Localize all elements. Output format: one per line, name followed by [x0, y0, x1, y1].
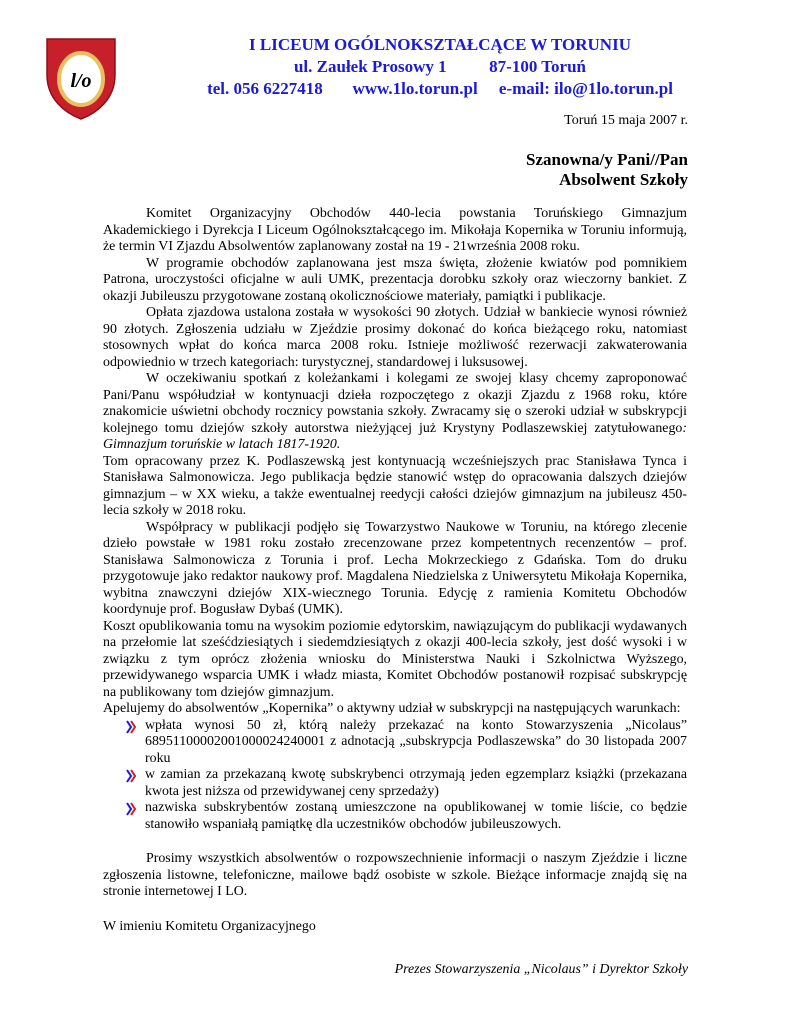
conditions-list [103, 718, 687, 834]
paragraph-2: W programie obchodów zaplanowana jest msza święta, złożenie kwiatów pod pomnikiem Patrona, uroczystości oficjalne w auli UMK, prezentacja dorobku szkoły oraz wieczorny bankiet. Z okazji Jubileuszu przygotowane zostaną okolicznościowe materiały, pamiątki i publikacje. [103, 255, 687, 304]
svg-text:l/o: l/o [70, 70, 92, 92]
paragraph-4 [103, 371, 687, 454]
school-name: I LICEUM OGÓLNOKSZTAŁCĄCE W TORUNIU [249, 35, 631, 54]
list-item-text: wpłata wynosi 50 zł, którą należy przekazać na konto Stowarzyszenia „Nicolaus” 68951100002001000024240001 z adnotacją „subskrypcja Podlaszewska” do 30 listopada 2007 roku [145, 717, 687, 766]
school-address: ul. Zaułek Prosowy 1 87-100 Toruń [293, 57, 587, 76]
salutation-line-1: Szanowna/y Pani//Pan [525, 150, 688, 169]
paragraph-1: Komitet Organizacyjny Obchodów 440-lecia powstania Toruńskiego Gimnazjum Akademickiego i Dyrekcja I Liceum Ogólnokształcącego im. Mikołaja Kopernika w Toruniu informują, że termin VI Zjazdu Absolwentów zaplanowany został na 19 - 21września 2008 roku. [103, 206, 687, 254]
letter-body [103, 206, 687, 935]
paragraph-6: Współpracy w publikacji podjęło się Towarzystwo Naukowe w Toruniu, na którego zlecenie dzieło powstałe w 1981 roku zostało zrecenzowane przez kompetentnych recenzentów – prof. Stanisława Salmonowicza z Torunia i prof. Lecha Mokrzeckiego z Gdańska. Tom do druku przygotowuje jako redaktor naukowy prof. Magdalena Niedzielska z Uniwersytetu Mikołaja Kopernika, wybitna znawczyni dziejów XIX-wiecznego Torunia. Edycję z ramienia Komitetu Obchodów koordynuje prof. Bogusław Dybaś (UMK). [103, 519, 687, 617]
arrow-bullet-icon [123, 801, 139, 817]
list-item [123, 767, 687, 800]
paragraph-8: Apelujemy do absolwentów „Kopernika” o aktywny udział w subskrypcji na następujących warunkach: [103, 701, 681, 716]
list-item [123, 718, 687, 768]
closing-line: W imieniu Komitetu Organizacyjnego [103, 918, 316, 934]
arrow-bullet-icon [123, 719, 139, 735]
school-contact: tel. 056 6227418 www.1lo.torun.pl e-mail: ilo@1lo.torun.pl [207, 79, 673, 98]
paragraph-4-text: W oczekiwaniu spotkań z koleżankami i kolegami ze swojej klasy chcemy zaproponować Pani/Panu współudział w kontynuacji dzieła rozpoczętego z okazji Zjazdu z 1968 roku, które znakomicie uświetni obchody rocznicy powstania szkoły. Zwracamy się o szeroki udział w subskrypcji kolejnego tomu dziejów szkoły autorstwa nieżyjącej już Krystyny Podlaszewskiej zatytułowanego [103, 371, 687, 436]
list-item-text: nazwiska subskrybentów zostaną umieszczone na opublikowanej w tomie liście, co będzie stanowiło wspaniałą pamiątkę dla uczestników obchodów jubileuszowych. [145, 800, 687, 832]
signature-line: Prezes Stowarzyszenia „Nicolaus” i Dyrektor Szkoły [394, 962, 688, 977]
paragraph-5: Tom opracowany przez K. Podlaszewską jest kontynuacją wcześniejszych prac Stanisława Tynca i Stanisława Salmonowicza. Jego publikacja będzie stanowić wstęp do opracowania dalszych dziejów gimnazjum – w XX wieku, a także ewentualnej reedycji całości dziejów gimnazjum na jubileusz 450-lecia szkoły w 2018 roku. [103, 453, 687, 518]
paragraph-3: Opłata zjazdowa ustalona została w wysokości 90 złotych. Udział w bankiecie wynosi również 90 złotych. Zgłoszenia udziału w Zjeździe prosimy dokonać do końca bieżącego roku, natomiast stosownych wpłat do końca marca 2008 roku. Istnieje możliwość rezerwacji zakwaterowania odpowiednio w trzech kategoriach: turystycznej, standardowej i luksusowej. [103, 305, 687, 370]
paragraph-7: Koszt opublikowania tomu na wysokim poziomie edytorskim, nawiązującym do publikacji wydawanych na przełomie lat sześćdziesiątych i siedemdziesiątych z okazji 400-lecia szkoły, jest dość wysoki i w związku z tym oprócz złożenia wniosku do Ministerstwa Nauki i Szkolnictwa Wyższego, przewidywanego wsparcia UMK i władz miasta, Komitet Obchodów postanowił rozpisać subskrypcję na publikowany tom dziejów gimnazjum. [103, 618, 687, 700]
letter-date: Toruń 15 maja 2007 r. [564, 113, 688, 128]
school-logo [43, 35, 119, 121]
arrow-bullet-icon [123, 768, 139, 784]
salutation-line-2: Absolwent Szkoły [559, 170, 688, 189]
list-item [123, 800, 687, 833]
list-item-text: w zamian za przekazaną kwotę subskrybenci otrzymają jeden egzemplarz książki (przekazana kwota jest niższa od przewidywanej ceny sprzedaży) [145, 767, 687, 799]
paragraph-9: Prosimy wszystkich absolwentów o rozpowszechnienie informacji o naszym Zjeździe i liczne zgłoszenia listowne, telefoniczne, mailowe bądź osobiste w szkole. Bieżące informacje znajdą się na stronie internetowej I LO. [103, 851, 687, 899]
book-title: : Gimnazjum toruńskie w latach 1817-1920. [103, 420, 687, 452]
